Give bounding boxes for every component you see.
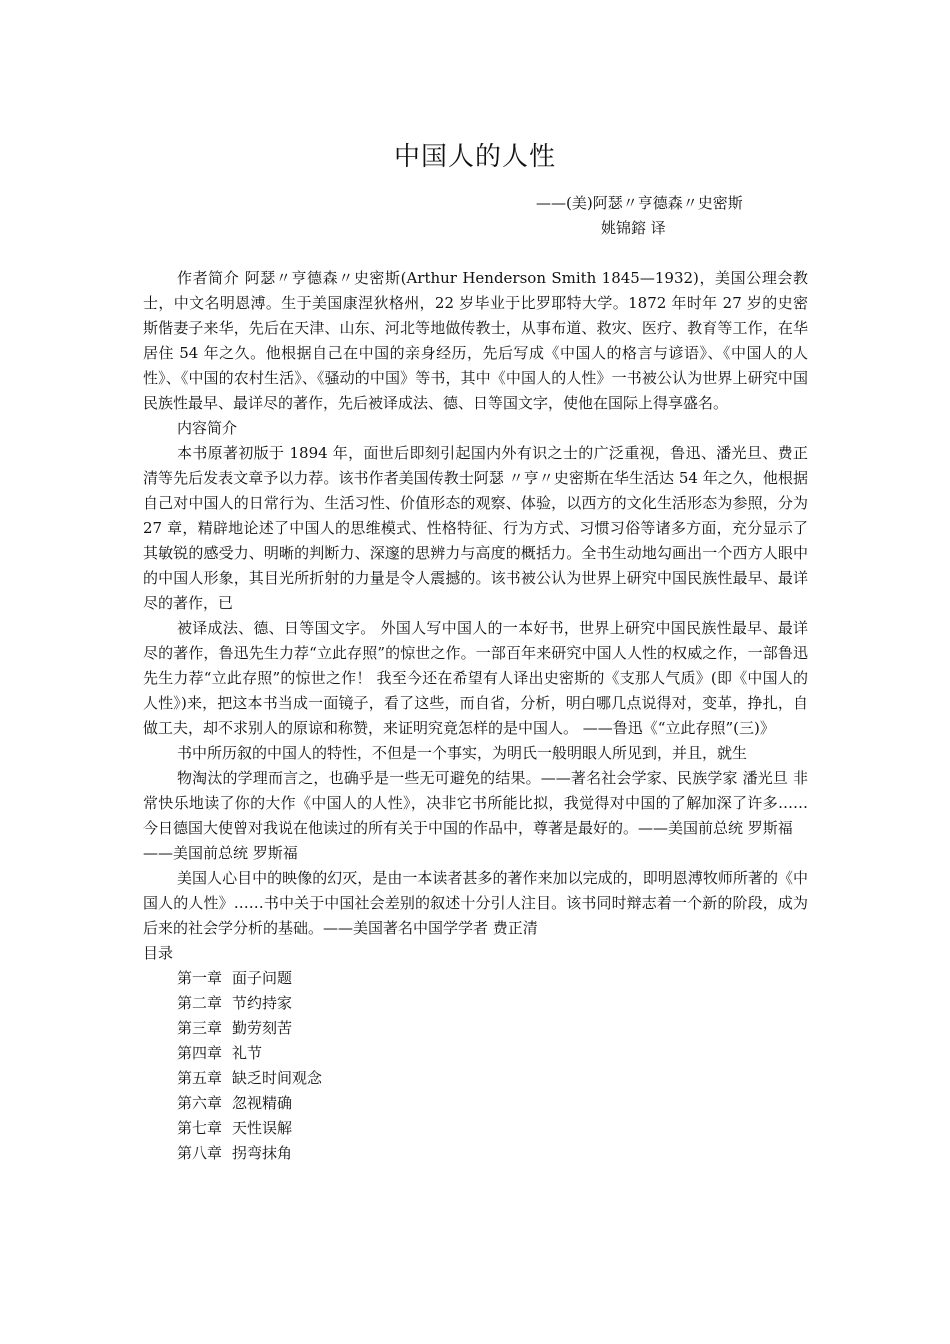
toc-chapter-number: 第六章	[177, 1094, 223, 1112]
toc-chapter-number: 第五章	[177, 1069, 223, 1087]
toc-chapter-title: 缺乏时间观念	[232, 1069, 323, 1087]
toc-item[interactable]	[143, 1016, 808, 1041]
toc-chapter-title: 节约持家	[232, 994, 293, 1012]
toc-item[interactable]	[143, 1116, 808, 1141]
toc-item[interactable]	[143, 1066, 808, 1091]
toc-chapter-title: 礼节	[232, 1044, 263, 1062]
table-of-contents	[143, 966, 808, 1166]
document-title: 中国人的人性	[393, 142, 556, 172]
toc-chapter-title: 勤劳刻苦	[232, 1019, 293, 1037]
toc-chapter-number: 第四章	[177, 1044, 223, 1062]
toc-heading: 目录	[143, 944, 174, 962]
toc-chapter-number: 第一章	[177, 969, 223, 987]
paragraph-book-summary: 本书原著初版于 1894 年，面世后即刻引起国内外有识之士的广泛重视，鲁迅、潘光旦、费正清等先后发表文章予以力荐。该书作者美国传教士阿瑟 〃亨〃史密斯在华生活达 54 年之久，他根据自己对中国人的日常行为、生活习性、价值形态的观察、体验，以西方的文化生活形态为参照，分为 27 章，精辟地论述了中国人的思维模式、性格特征、行为方式、习惯习俗等诸多方面，充分显示了其敏锐的感受力、明晰的判断力、深邃的思辨力与高度的概括力。全书生动地勾画出一个西方人眼中的中国人形象，其目光所折射的力量是令人震撼的。该书被公认为世界上研究中国民族性最早、最详尽的著作，已	[143, 444, 808, 612]
toc-item[interactable]	[143, 991, 808, 1016]
toc-chapter-number: 第三章	[177, 1019, 223, 1037]
toc-chapter-number: 第二章	[177, 994, 223, 1012]
paragraph-lu-xun-quote: 被译成法、德、日等国文字。 外国人写中国人的一本好书，世界上研究中国民族性最早、最详尽的著作，鲁迅先生力荐“立此存照”的惊世之作。一部百年来研究中国人人性的权威之作，一部鲁迅先生力荐“立此存照”的惊世之作！ 我至今还在希望有人译出史密斯的《支那人气质》(即《中国人的人性》)来，把这本书当成一面镜子，看了这些，而自省，分析，明白哪几点说得对，变革，挣扎，自做工夫，却不求别人的原谅和称赞，来证明究竟怎样的是中国人。 ——鲁迅《“立此存照”(三)》	[143, 619, 808, 737]
toc-item[interactable]	[143, 1041, 808, 1066]
toc-chapter-number: 第八章	[177, 1144, 223, 1162]
paragraph-characteristics: 书中所历叙的中国人的特性，不但是一个事实，为明氏一般明眼人所见到，并且，就生	[177, 744, 748, 762]
translator-line: 姚锦鎔 译	[601, 219, 666, 237]
paragraph-fairbank-quote: 美国人心目中的映像的幻灭，是由一本读者甚多的著作来加以完成的，即明恩溥牧师所著的《中国人的人性》……书中关于中国社会差别的叙述十分引人注目。该书同时辩志着一个新的阶段，成为后来的社会学分析的基础。——美国著名中国学学者 费正清	[143, 869, 808, 937]
toc-chapter-number: 第七章	[177, 1119, 223, 1137]
document-body	[143, 266, 808, 1166]
toc-item[interactable]	[143, 966, 808, 991]
author-line: ——(美)阿瑟〃亨德森〃史密斯	[536, 194, 743, 212]
paragraph-pan-guangdan-quote: 物淘汰的学理而言之，也确乎是一些无可避免的结果。——著名社会学家、民族学家 潘光旦 非常快乐地读了你的大作《中国人的人性》，决非它书所能比拟，我觉得对中国的了解加深了许多……今日德国大使曾对我说在他读过的所有关于中国的作品中，尊著是最好的。——美国前总统 罗斯福	[143, 769, 808, 837]
toc-item[interactable]	[143, 1091, 808, 1116]
toc-chapter-title: 面子问题	[232, 969, 293, 987]
paragraph-author-intro: 作者简介 阿瑟〃亨德森〃史密斯(Arthur Henderson Smith 1845—1932)，美国公理会教士，中文名明恩溥。生于美国康涅狄格州，22 岁毕业于比罗耶特大学。1872 年时年 27 岁的史密斯偕妻子来华，先后在天津、山东、河北等地做传教士，从事布道、救灾、医疗、教育等工作，在华居住 54 年之久。他根据自己在中国的亲身经历，先后写成《中国人的格言与谚语》、《中国人的人性》、《中国的农村生活》、《骚动的中国》等书，其中《中国人的人性》一书被公认为世界上研究中国民族性最早、最详尽的著作，先后被译成法、德、日等国文字，使他在国际上得享盛名。	[143, 269, 808, 412]
toc-chapter-title: 拐弯抹角	[232, 1144, 293, 1162]
paragraph-content-intro-heading: 内容简介	[177, 419, 238, 437]
paragraph-roosevelt-attribution: ——美国前总统 罗斯福	[143, 844, 298, 862]
toc-item[interactable]	[143, 1141, 808, 1166]
toc-chapter-title: 忽视精确	[232, 1094, 293, 1112]
toc-chapter-title: 天性误解	[232, 1119, 293, 1137]
